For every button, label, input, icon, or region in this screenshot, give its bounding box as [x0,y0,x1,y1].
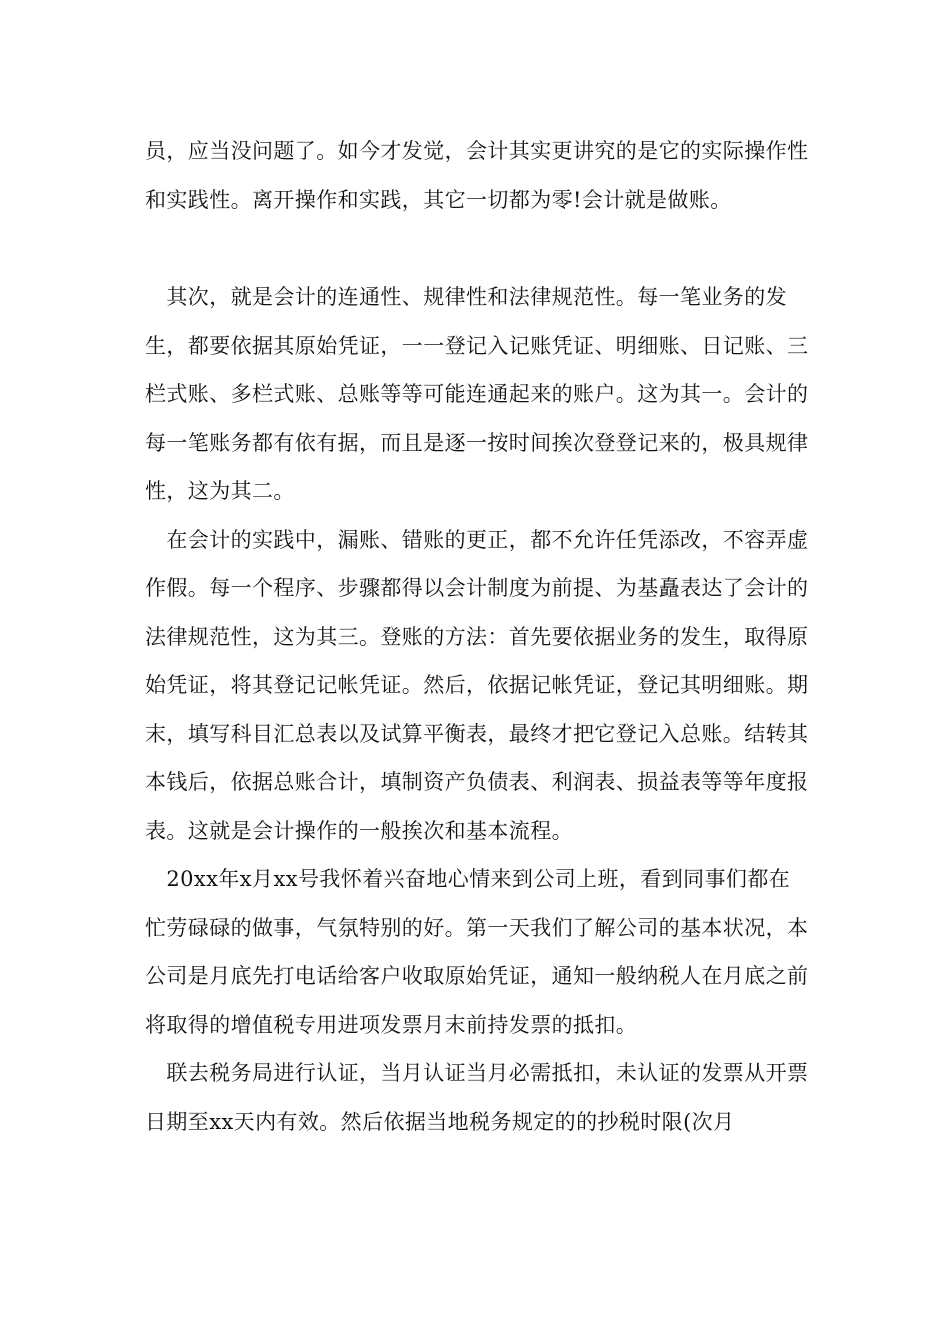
paragraph-2: 其次，就是会计的连通性、规律性和法律规范性。每一笔业务的发生，都要依据其原始凭证，一一登记入记账凭证、明细账、日记账、三栏式账、多栏式账、总账等等可能连通起来的账户。这为其一。会计的每一笔账务都有依有据，而且是逐一按时间挨次登登记来的，极具规律性，这为其二。 [145,285,809,503]
document-body [145,127,810,1146]
paragraph-4: 20xx年x月xx号我怀着兴奋地心情来到公司上班，看到同事们都在忙劳碌碌的做事，气氛特别的好。第一天我们了解公司的基本状况，本公司是月底先打电话给客户收取原始凭证，通知一般纳税人在月底之前将取得的增值税专用进项发票月末前持发票的抵扣。 [145,867,809,1037]
paragraph-1: 员，应当没问题了。如今才发觉，会计其实更讲究的是它的实际操作性和实践性。离开操作和实践，其它一切都为零!会计就是做账。 [145,139,809,212]
paragraph-3: 在会计的实践中，漏账、错账的更正，都不允许任凭添改，不容弄虚作假。每一个程序、步骤都得以会计制度为前提、为基矗表达了会计的法律规范性，这为其三。登账的方法：首先要依据业务的发生，取得原始凭证，将其登记记帐凭证。然后，依据记帐凭证，登记其明细账。期末，填写科目汇总表以及试算平衡表，最终才把它登记入总账。结转其本钱后，依据总账合计，填制资产负债表、利润表、损益表等等年度报表。这就是会计操作的一般挨次和基本流程。 [145,527,809,843]
paragraph-5: 联去税务局进行认证，当月认证当月必需抵扣，未认证的发票从开票日期至xx天内有效。然后依据当地税务规定的的抄税时限(次月 [145,1061,809,1134]
